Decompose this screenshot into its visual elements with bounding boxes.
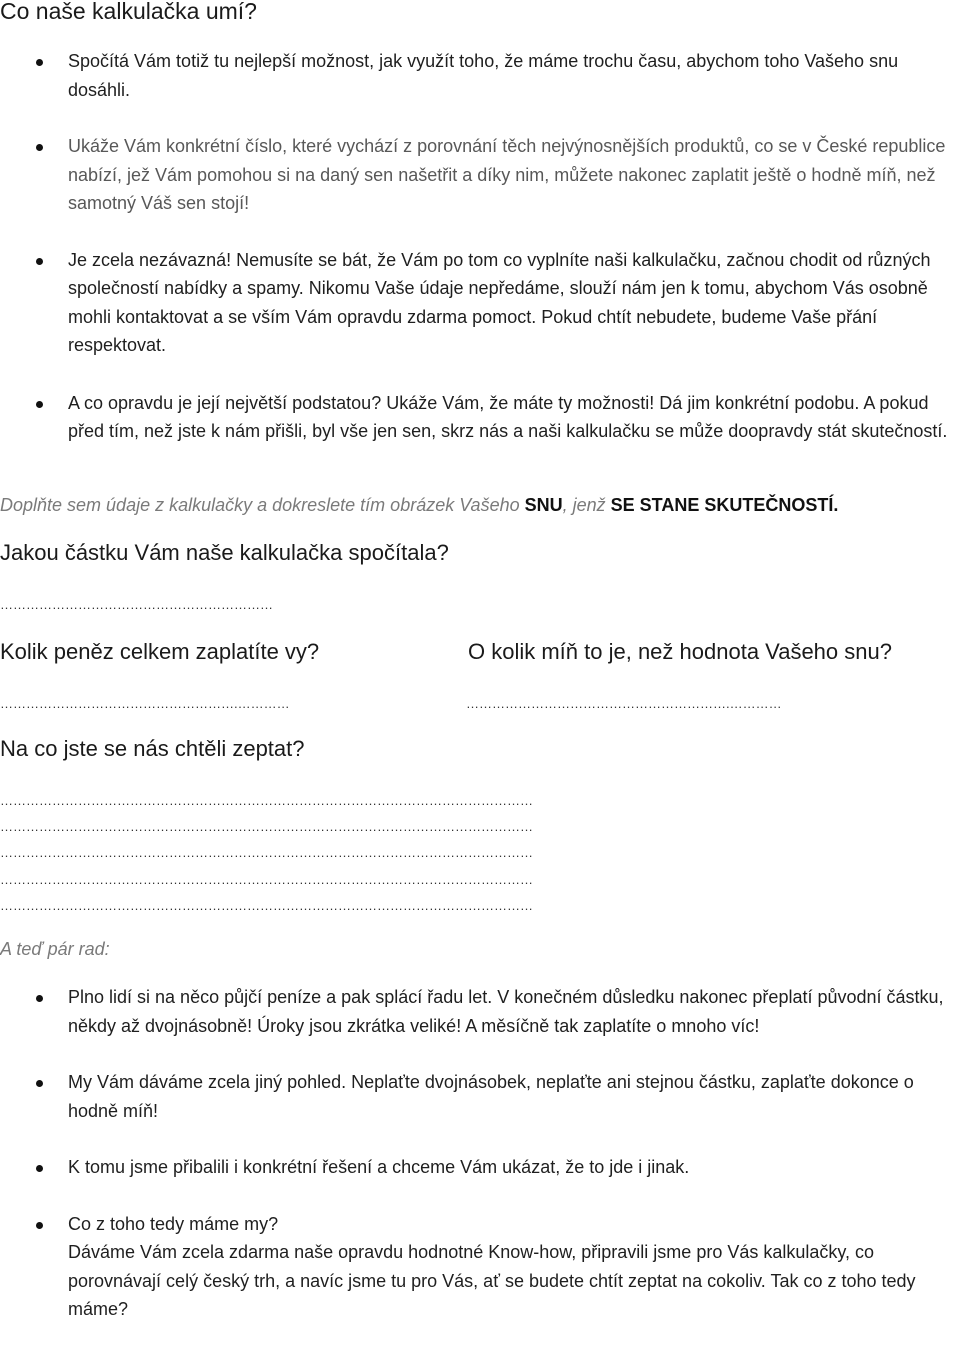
- fill-line-ask-4[interactable]: ……………………………………………………………………………………………………………: [0, 873, 533, 887]
- bullet-icon: [36, 995, 43, 1002]
- page-title: Co naše kalkulačka umí?: [0, 0, 257, 24]
- advice-item-3: [0, 1153, 960, 1182]
- advice-list: [0, 983, 960, 1324]
- bullet-icon: [36, 401, 43, 408]
- bullet-icon: [36, 1222, 43, 1229]
- bullet-icon: [36, 1080, 43, 1087]
- feature-item-4: [0, 389, 960, 446]
- fill-instruction: [0, 491, 960, 519]
- advice-text: Plno lidí si na něco půjčí peníze a pak splácí řadu let. V konečném důsledku nakonec přeplatí původní částku, někdy až dvojnásobně! Úroky jsou zkrátka veliké! A měsíčně tak zaplatíte o mnoho víc!: [68, 987, 944, 1036]
- fill-instruction-bold-dream: SNU: [524, 495, 563, 515]
- advice-text: Dáváme Vám zcela zdarma naše opravdu hodnotné Know-how, připravili jsme pro Vás kalkulačky, co porovnávají celý český trh, a navíc jsme tu pro Vás, ať se budete chtít zeptat na cokoliv. Tak co z toho tedy máme?: [68, 1242, 916, 1319]
- feature-item-3: [0, 246, 960, 360]
- advice-text: My Vám dáváme zcela jiný pohled. Neplaťte dvojnásobek, neplaťte ani stejnou částku, zaplaťte dokonce o hodně míň!: [68, 1072, 914, 1121]
- feature-text-tail: Nikomu Vaše údaje nepředáme, slouží nám jen k tomu, abychom Vás osobně mohli kontaktovat a se vším Vám opravdu zdarma pomoct. Pokud chtít nebudete, budeme Vaše přání respektovat.: [68, 278, 928, 355]
- bullet-icon: [36, 258, 43, 265]
- fill-line-less-than[interactable]: …………………………………………………….…………: [466, 697, 782, 711]
- bullet-icon: [36, 1165, 43, 1172]
- fill-line-ask-1[interactable]: ……………………………………………………………………………………………………………: [0, 794, 533, 808]
- advice-question: Co z toho tedy máme my?: [68, 1213, 279, 1234]
- fill-instruction-part2: , jenž: [562, 495, 611, 515]
- feature-text-lead: Je zcela nezávazná!: [68, 249, 232, 270]
- question-amount: Jakou částku Vám naše kalkulačka spočítala?: [0, 540, 449, 565]
- fill-instruction-bold-reality: SE STANE SKUTEČNOSTÍ.: [610, 495, 839, 515]
- fill-line-total-pay[interactable]: ……………………………………………….…………: [0, 697, 290, 711]
- fill-line-ask-2[interactable]: ……………………………………………………………………………………………………………: [0, 820, 533, 834]
- advice-item-4: [0, 1210, 960, 1324]
- advice-label: A teď pár rad:: [0, 939, 110, 959]
- feature-text: Spočítá Vám totiž tu nejlepší možnost, jak využít toho, že máme trochu času, abychom toho Vašeho snu dosáhli.: [68, 51, 899, 100]
- fill-line-ask-3[interactable]: ……………………………………………………………………………………………………………: [0, 846, 533, 860]
- fill-line-ask-5[interactable]: ……………………………………………………………………………………………………………: [0, 899, 533, 913]
- bullet-icon: [36, 144, 43, 151]
- feature-text: Nemusíte se bát, že Vám po tom co vyplníte naši kalkulačku, začnou chodit od různých společností nabídky a spamy.: [68, 249, 931, 298]
- question-less-than: O kolik míň to je, než hodnota Vašeho snu?: [468, 639, 892, 664]
- feature-text: Ukáže Vám konkrétní číslo, které vychází z porovnání těch nejvýnosnějších produktů, co se v České republice nabízí, jež Vám pomohou si na daný sen našetřit a díky nim, můžete nakonec zaplatit ještě: [68, 136, 946, 185]
- question-total-pay: Kolik peněz celkem zaplatíte vy?: [0, 639, 320, 664]
- question-ask: Na co jste se nás chtěli zeptat?: [0, 736, 305, 761]
- fill-instruction-part1: Doplňte sem údaje z kalkulačky a dokreslete tím obrázek Vašeho: [0, 495, 525, 515]
- feature-text: A co opravdu je její největší podstatou? Ukáže Vám, že máte ty možnosti! Dá jim konkrétní podobu. A pokud před tím, než jste k nám přišli, byl vše jen sen, skrz nás a naši kalkulačku se může doopravdy stát skutečností.: [68, 392, 948, 441]
- advice-item-1: [0, 983, 960, 1040]
- fill-line-amount[interactable]: ………………………………………………………: [0, 598, 273, 612]
- feature-list: [0, 47, 960, 446]
- advice-text: K tomu jsme přibalili i konkrétní řešení a chceme Vám ukázat, že to jde i jinak.: [68, 1157, 690, 1177]
- bullet-icon: [36, 59, 43, 66]
- feature-item-2: [0, 132, 960, 218]
- feature-text-emphasis: o hodně míň, než samotný Váš sen stojí!: [68, 164, 936, 213]
- advice-item-2: [0, 1068, 960, 1125]
- feature-item-1: [0, 47, 960, 104]
